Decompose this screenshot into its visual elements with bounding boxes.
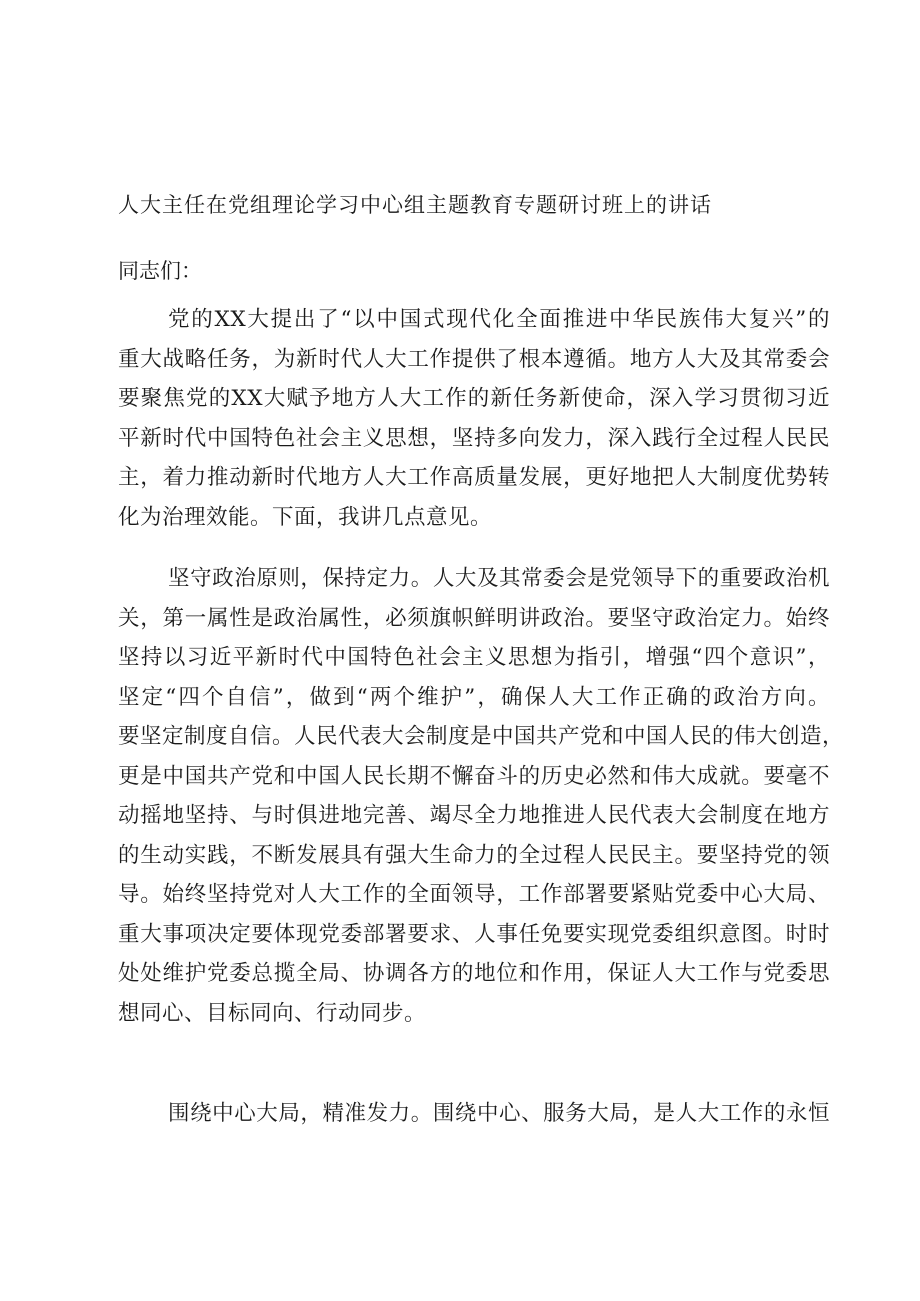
paragraph-line: 坚守政治原则，保持定力。人大及其常委会是党领导下的重要政治机	[168, 566, 830, 591]
paragraph-line: 要坚定制度自信。人民代表大会制度是中国共产党和中国人民的伟大创造，	[118, 724, 845, 749]
paragraph-line: 导。始终坚持党对人大工作的全面领导，工作部署要紧贴党委中心大局、	[118, 882, 830, 907]
paragraph-line: 重大事项决定要体现党委部署要求、人事任免要实现党委组织意图。时时	[118, 921, 830, 947]
paragraph-line: 主，着力推动新时代地方人大工作高质量发展，更好地把人大制度优势转	[118, 465, 830, 490]
paragraph-line: 重大战略任务，为新时代人大工作提供了根本遵循。地方人大及其常委会	[118, 346, 830, 372]
paragraph-line: 想同心、目标同向、行动同步。	[118, 1000, 427, 1026]
paragraph-line: 要聚焦党的XX大赋予地方人大工作的新任务新使命，深入学习贯彻习近	[118, 386, 830, 411]
paragraph-line: 关，第一属性是政治属性，必须旗帜鲜明讲政治。要坚守政治定力。始终	[118, 605, 830, 631]
paragraph-line: 化为治理效能。下面，我讲几点意见。	[118, 504, 493, 530]
paragraph-2	[118, 559, 845, 1033]
paragraph-line: 围绕中心大局，精准发力。围绕中心、服务大局，是人大工作的永恒	[168, 1101, 830, 1126]
paragraph-line: 坚持以习近平新时代中国特色社会主义思想为指引，增强“四个意识”，	[118, 645, 830, 670]
paragraph-line: 动摇地坚持、与时俱进地完善、竭尽全力地推进人民代表大会制度在地方	[118, 803, 830, 828]
paragraph-line: 的生动实践，不断发展具有强大生命力的全过程人民民主。要坚持党的领	[118, 842, 830, 868]
paragraph-line: 平新时代中国特色社会主义思想，坚持多向发力，深入践行全过程人民民	[118, 425, 830, 451]
paragraph-line: 坚定“四个自信”，做到“两个维护”，确保人大工作正确的政治方向。	[118, 684, 830, 710]
paragraph-line: 更是中国共产党和中国人民长期不懈奋斗的历史必然和伟大成就。要毫不	[118, 763, 830, 789]
greeting: 同志们：	[118, 259, 202, 283]
document-title: 人大主任在党组理论学习中心组主题教育专题研讨班上的讲话	[118, 193, 712, 217]
paragraph-3	[118, 1094, 830, 1134]
paragraph-line: 处处维护党委总揽全局、协调各方的地位和作用，保证人大工作与党委思	[118, 961, 830, 986]
paragraph-line: 党的XX大提出了“以中国式现代化全面推进中华民族伟大复兴”的	[168, 307, 830, 332]
paragraph-1	[118, 300, 830, 537]
